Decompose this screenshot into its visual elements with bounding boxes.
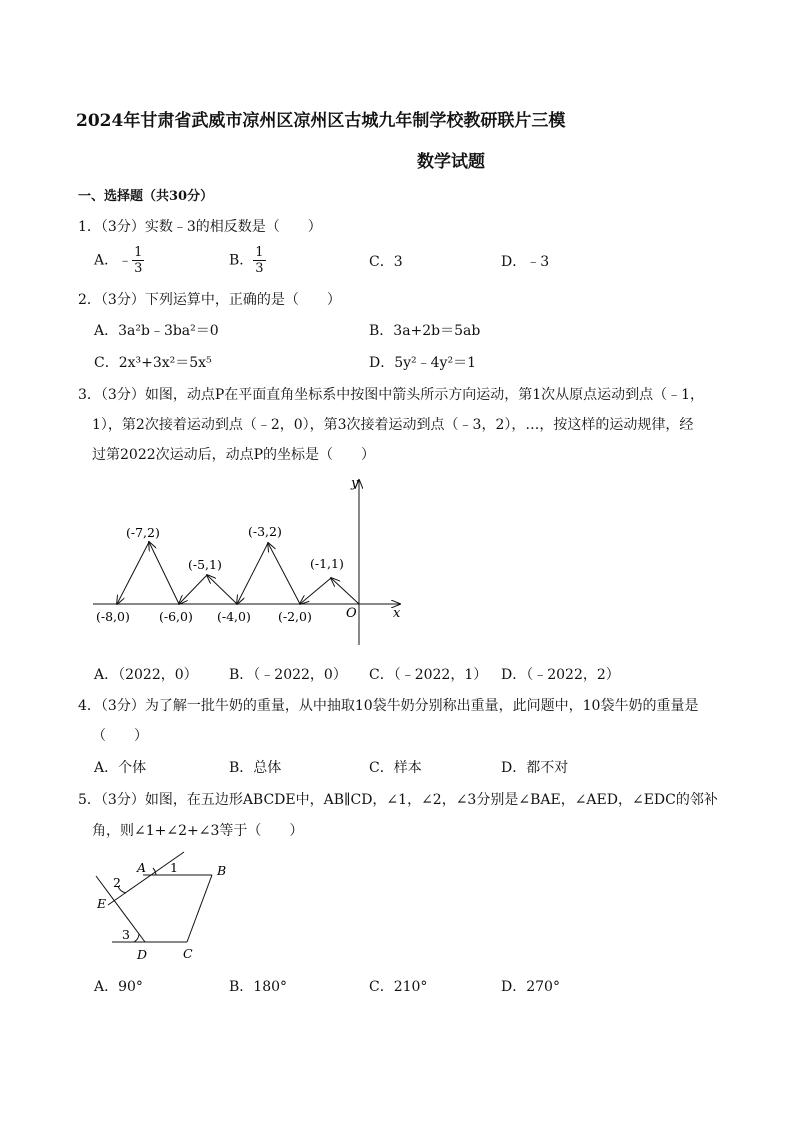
q3-line-2: 1），第2次接着运动到点（﹣2，0），第3次接着运动到点（﹣3，2），…，按这样的运动规律，经 [92, 417, 694, 433]
label-point-n5-1: (-5,1) [188, 557, 222, 572]
q5-option-a: A．90° [94, 979, 143, 995]
angle-2-label: 2 [113, 875, 121, 890]
label-point-n1-1: (-1,1) [310, 556, 344, 571]
origin-label: O [346, 606, 357, 621]
q3-option-d: D．（﹣2022，2） [501, 667, 620, 683]
y-axis-label: y [351, 476, 359, 491]
q3-line-3: 过第2022次运动后，动点P的坐标是（ ） [92, 447, 376, 463]
q5-option-c: C．210° [369, 979, 428, 995]
angle-1-label: 1 [170, 860, 178, 875]
q5-option-d: D．270° [501, 979, 560, 995]
move-4-arrow [237, 543, 268, 604]
q3-option-c: C．（﹣2022，1） [369, 667, 488, 683]
q2-option-a: A．3a²b﹣3ba²＝0 [94, 323, 219, 339]
q1-a-denominator: 3 [134, 261, 143, 276]
q2-option-c: C．2x³+3x²＝5x⁵ [94, 355, 212, 371]
move-6-arrow [179, 575, 207, 604]
label-point-n2-0: (-2,0) [278, 609, 312, 624]
q1-option-c: C．3 [369, 254, 403, 270]
q1-option-b-label: B． [229, 252, 254, 269]
q4-option-d: D．都不对 [501, 760, 569, 776]
move-7-arrow [149, 542, 179, 604]
x-axis-label: x [393, 606, 401, 621]
label-point-n3-2: (-3,2) [248, 524, 282, 539]
q1-stem: 1．（3分）实数﹣3的相反数是（ ） [78, 219, 322, 235]
vertex-a-label: A [137, 860, 147, 875]
q3-line-1: 3．（3分）如图，动点P在平面直角坐标系中按图中箭头所示方向运动，第1次从原点运动到点（﹣1， [78, 387, 705, 403]
label-point-n6-0: (-6,0) [159, 609, 193, 624]
q3-option-b: B．（﹣2022，0） [229, 667, 347, 683]
q1-option-a-label: A．﹣ [94, 252, 133, 269]
move-3-arrow [268, 543, 300, 604]
q5-pentagon-figure [0, 845, 794, 965]
segment-bc [187, 875, 212, 942]
q4-option-b: B．总体 [229, 760, 282, 776]
vertex-e-label: E [97, 896, 107, 911]
title-line-2: 数学试题 [417, 152, 485, 172]
move-2-arrow [300, 578, 331, 604]
q5-option-b: B．180° [229, 979, 288, 995]
q2-stem: 2．（3分）下列运算中，正确的是（ ） [78, 292, 341, 308]
q4-line-1: 4．（3分）为了解一批牛奶的重量，从中抽取10袋牛奶分别称出重量，此问题中，10袋牛奶的重量是 [78, 698, 699, 714]
q2-option-d: D．5y²﹣4y²＝1 [369, 355, 476, 371]
vertex-d-label: D [137, 947, 148, 962]
q1-option-a-fraction [132, 246, 144, 275]
label-point-n4-0: (-4,0) [217, 609, 251, 624]
angle-3-label: 3 [122, 927, 130, 942]
q1-option-b-fraction [253, 246, 265, 275]
label-point-n8-0: (-8,0) [96, 609, 130, 624]
q1-option-b [229, 246, 266, 275]
q4-option-a: A．个体 [94, 760, 147, 776]
vertex-b-label: B [217, 863, 227, 878]
section-heading: 一、选择题（共30分） [78, 189, 214, 204]
q5-line-1: 5．（3分）如图，在五边形ABCDE中，AB∥CD，∠1，∠2，∠3分别是∠BAE，∠AED，∠EDC的邻补 [78, 792, 718, 808]
move-8-arrow [117, 542, 149, 604]
q3-coordinate-figure [0, 470, 794, 650]
title-line-1: 2024年甘肃省武威市凉州区凉州区古城九年制学校教研联片三模 [76, 111, 566, 131]
q4-line-2: （ ） [92, 728, 148, 744]
q2-option-b: B．3a+2b＝5ab [369, 323, 481, 339]
move-1-arrow [331, 578, 359, 604]
q1-b-denominator: 3 [255, 261, 264, 276]
q4-option-c: C．样本 [369, 760, 422, 776]
vertex-c-label: C [183, 946, 193, 961]
q1-a-numerator: 1 [134, 245, 143, 260]
move-5-arrow [207, 575, 237, 604]
q1-option-d: D．﹣3 [501, 254, 550, 270]
angle-1-arc [153, 868, 156, 875]
q1-b-numerator: 1 [255, 245, 264, 260]
label-point-n7-2: (-7,2) [126, 525, 160, 540]
q5-line-2: 角，则∠1+∠2+∠3等于（ ） [92, 823, 304, 839]
angle-3-arc [134, 934, 139, 942]
q1-option-a [94, 246, 144, 275]
q3-option-a: A．（2022，0） [94, 667, 198, 683]
